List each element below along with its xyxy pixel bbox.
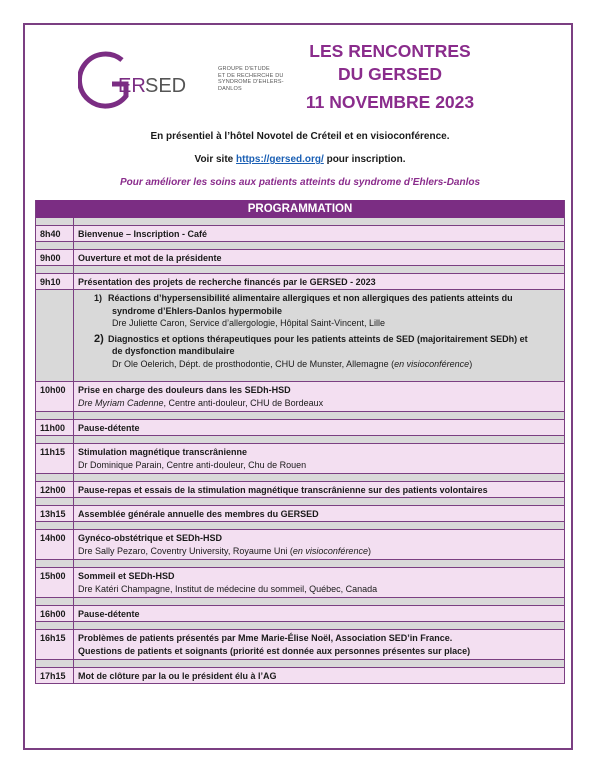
- site-prefix: Voir site: [194, 154, 234, 165]
- program-item: [36, 506, 564, 522]
- research-author-mode: en visioconférence: [394, 358, 470, 369]
- research-title-cont: syndrome d’Ehlers-Danlos hypermobile: [112, 305, 283, 316]
- program-item: [36, 420, 564, 436]
- item-speaker: Dre Myriam Cadenne: [78, 397, 164, 408]
- mission-text: Pour améliorer les soins aux patients atteints du syndrome d’Ehlers-Danlos: [119, 177, 481, 188]
- research-number: 2): [94, 332, 104, 345]
- research-item: [94, 333, 564, 346]
- logo-mark: [78, 48, 218, 114]
- item-time: 17h15: [36, 668, 74, 683]
- item-title: Pause-repas et essais de la stimulation magnétique transcrânienne sur des patients volontaires: [78, 485, 488, 495]
- site-link[interactable]: https://gersed.org/: [236, 154, 324, 165]
- research-number: 1): [94, 293, 103, 303]
- program-table: [35, 200, 565, 684]
- item-title: Pause-détente: [78, 423, 140, 433]
- item-time: 15h00: [36, 568, 74, 597]
- logo-sed-text: SED: [145, 75, 187, 97]
- item-title: Stimulation magnétique transcrânienne: [78, 447, 248, 457]
- program-item: [36, 568, 564, 598]
- research-item: [94, 292, 564, 305]
- item-detail: Dre Katéri Champagne, Institut de médecine du sommeil, Québec, Canada: [78, 583, 378, 594]
- item-time: 10h00: [36, 382, 74, 411]
- logo-tagline: [218, 66, 298, 92]
- spacer-row: [36, 474, 564, 482]
- program-item: [36, 250, 564, 266]
- item-detail: Dr Dominique Parain, Centre anti-douleur, Chu de Rouen: [78, 459, 307, 470]
- spacer-row: [36, 218, 564, 226]
- research-author: [94, 358, 564, 371]
- event-title-line1: LES RENCONTRES: [309, 41, 471, 61]
- research-author-end: ): [469, 358, 473, 369]
- item-title: Bienvenue – Inscription - Café: [78, 229, 208, 239]
- program-item: [36, 530, 564, 560]
- item-title: Mot de clôture par la ou le président élu à l’AG: [78, 671, 277, 681]
- program-item: [36, 226, 564, 242]
- spacer-row: [36, 622, 564, 630]
- logo-er-text: ER: [118, 75, 146, 97]
- program-item: [36, 274, 564, 290]
- program-item: [36, 382, 564, 412]
- research-author: Dre Juliette Caron, Service d’allergologie, Hôpital Saint-Vincent, Lille: [112, 318, 385, 328]
- venue-text: En présentiel à l’hôtel Novotel de Créteil et en visioconférence.: [150, 131, 450, 142]
- item-time: 9h10: [36, 274, 74, 289]
- spacer-row: [36, 436, 564, 444]
- program-item: [36, 482, 564, 498]
- item-detail: [78, 545, 564, 558]
- item-title: Pause-détente: [78, 609, 140, 619]
- event-title: [300, 40, 480, 86]
- item-title: Prise en charge des douleurs dans les SEDh-HSD: [78, 385, 291, 395]
- spacer-row: [36, 412, 564, 420]
- item-title: Assemblée générale annuelle des membres du GERSED: [78, 509, 319, 519]
- item-time: 9h00: [36, 250, 74, 265]
- item-affiliation: , Centre anti-douleur, CHU de Bordeaux: [163, 397, 324, 408]
- item-time: 8h40: [36, 226, 74, 241]
- research-title-cont: de dysfonction mandibulaire: [112, 346, 235, 356]
- site-line: [36, 154, 564, 165]
- item-time: 16h15: [36, 630, 74, 659]
- item-time: 11h00: [36, 420, 74, 435]
- spacer-row: [36, 266, 564, 274]
- program-item: [36, 630, 564, 660]
- logo-tagline-line: ET DE RECHERCHE DU: [218, 72, 284, 79]
- item-speaker: Dre Sally Pezaro, Coventry University, Royaume Uni (: [78, 545, 293, 556]
- item-detail: [78, 397, 564, 410]
- item-time: 11h15: [36, 444, 74, 473]
- spacer-row: [36, 598, 564, 606]
- spacer-row: [36, 660, 564, 668]
- logo-tagline-line: SYNDROME D'EHLERS-DANLOS: [218, 79, 284, 92]
- spacer-row: [36, 242, 564, 250]
- program-item: [36, 444, 564, 474]
- spacer-row: [36, 498, 564, 506]
- research-author-text: Dr Ole Oelerich, Dépt. de prosthodontie, CHU de Munster, Allemagne (: [112, 358, 395, 369]
- research-list: [36, 290, 564, 382]
- gersed-logo: [78, 48, 284, 114]
- research-title: Réactions d’hypersensibilité alimentaire allergiques et non allergiques des patients atteints du: [108, 293, 513, 303]
- item-title-cont: Questions de patients et soignants (priorité est donnée aux personnes présentes sur place): [78, 645, 471, 656]
- item-title: Présentation des projets de recherche financés par le GERSED - 2023: [78, 277, 376, 287]
- item-title: Gynéco-obstétrique et SEDh-HSD: [78, 533, 223, 543]
- item-time: 12h00: [36, 482, 74, 497]
- spacer-row: [36, 560, 564, 568]
- item-title: Ouverture et mot de la présidente: [78, 253, 222, 263]
- program-item: [36, 606, 564, 622]
- item-title: Problèmes de patients présentés par Mme Marie-Élise Noël, Association SED’in France.: [78, 633, 453, 643]
- site-suffix: pour inscription.: [326, 154, 406, 165]
- item-detail-end: ): [367, 545, 371, 556]
- spacer-row: [36, 522, 564, 530]
- item-time: 14h00: [36, 530, 74, 559]
- program-header: PROGRAMMATION: [36, 200, 564, 218]
- research-title: Diagnostics et options thérapeutiques pour les patients atteints de SED (majoritairement SEDh) et: [108, 333, 528, 344]
- event-title-line2: DU GERSED: [337, 64, 443, 84]
- item-time: 16h00: [36, 606, 74, 621]
- item-mode: en visioconférence: [292, 545, 368, 556]
- item-time: 13h15: [36, 506, 74, 521]
- event-date: 11 NOVEMBRE 2023: [305, 92, 475, 112]
- program-item: [36, 668, 564, 684]
- item-title: Sommeil et SEDh-HSD: [78, 571, 175, 581]
- logo-tagline-line: GROUPE D'ETUDE: [218, 66, 270, 72]
